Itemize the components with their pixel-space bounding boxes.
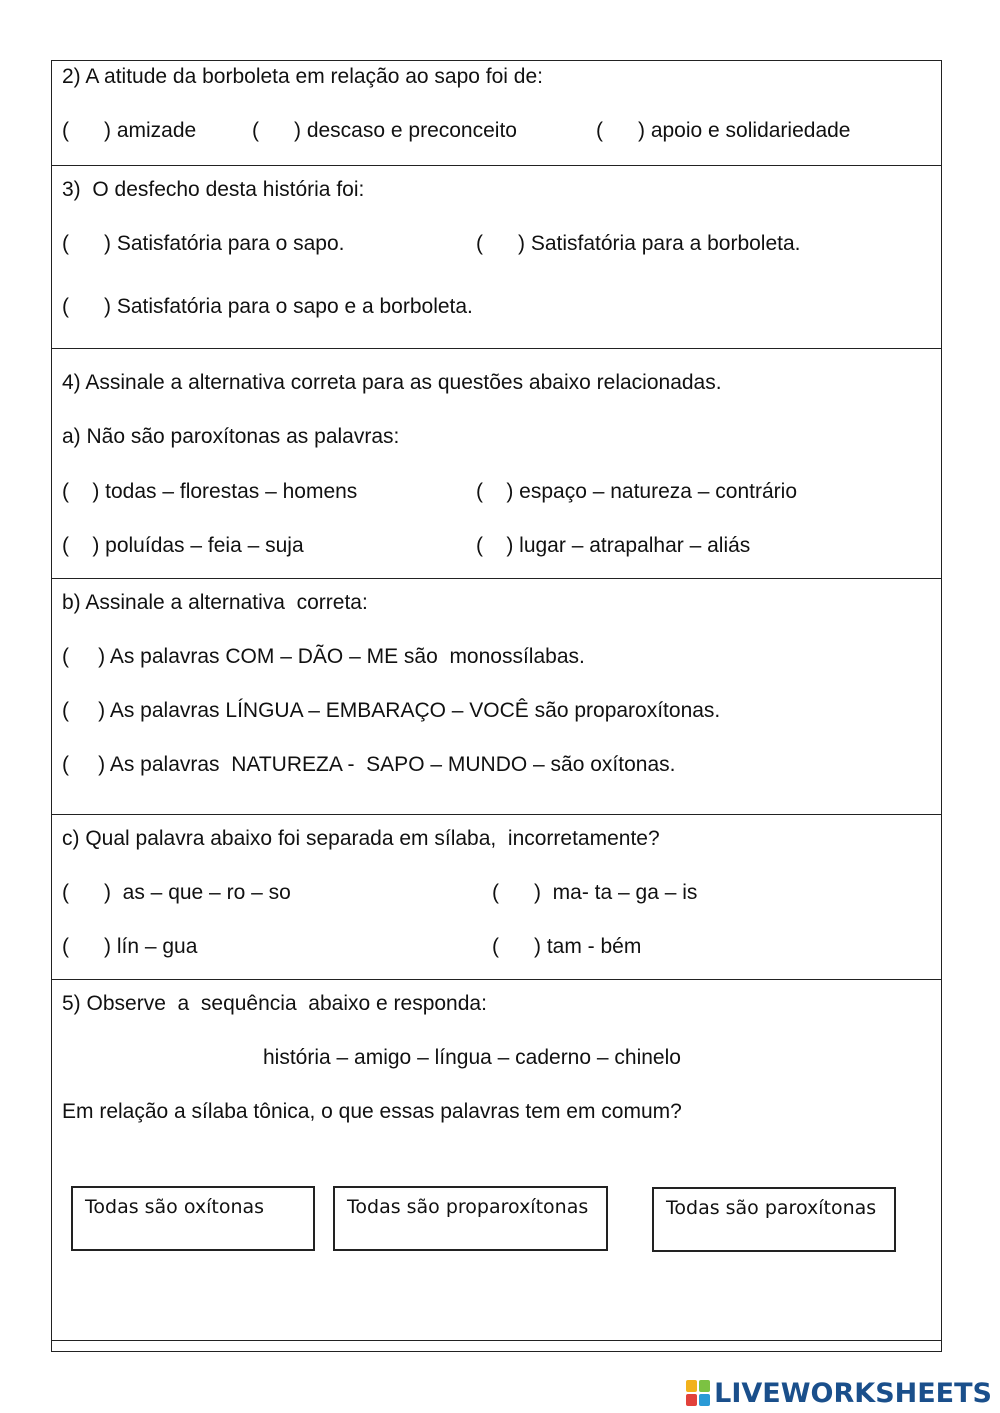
- q4a-text: a) Não são paroxítonas as palavras:: [62, 425, 400, 448]
- liveworksheets-logo: [686, 1378, 992, 1408]
- logo-text: LIVEWORKSHEETS: [714, 1377, 992, 1409]
- question-5-text: 5) Observe a sequência abaixo e responda:: [62, 992, 487, 1015]
- q4c-option-3[interactable]: ( ) lín – gua: [62, 935, 198, 958]
- question-4b-section: [52, 579, 941, 815]
- q3-option-butterfly[interactable]: ( ) Satisfatória para a borboleta.: [476, 232, 801, 255]
- q4c-option-2[interactable]: ( ) ma- ta – ga – is: [492, 881, 698, 904]
- worksheet: [51, 60, 942, 1352]
- question-3-text: 3) O desfecho desta história foi:: [62, 178, 365, 201]
- q4a-option-2[interactable]: ( ) espaço – natureza – contrário: [476, 480, 797, 503]
- question-4-section: [52, 349, 941, 579]
- question-2-text: 2) A atitude da borboleta em relação ao sapo foi de:: [62, 65, 544, 88]
- q5-sequence: história – amigo – língua – caderno – chinelo: [263, 1046, 681, 1069]
- q2-option-friendship[interactable]: ( ) amizade: [62, 119, 197, 142]
- q4a-option-4[interactable]: ( ) lugar – atrapalhar – aliás: [476, 534, 751, 557]
- q4b-option-2[interactable]: ( ) As palavras LÍNGUA – EMBARAÇO – VOCÊ são proparoxítonas.: [62, 699, 721, 722]
- q2-option-support[interactable]: ( ) apoio e solidariedade: [596, 119, 851, 142]
- question-2-section: [52, 61, 941, 166]
- question-4c-section: [52, 815, 941, 980]
- answer-box-oxytone[interactable]: Todas são oxítonas: [71, 1186, 315, 1251]
- q4c-option-4[interactable]: ( ) tam - bém: [492, 935, 642, 958]
- q4b-text: b) Assinale a alternativa correta:: [62, 591, 368, 614]
- q4b-option-3[interactable]: ( ) As palavras NATUREZA - SAPO – MUNDO – são oxítonas.: [62, 753, 676, 776]
- answer-box-proparoxytone[interactable]: Todas são proparoxítonas: [333, 1186, 608, 1251]
- q4b-option-1[interactable]: ( ) As palavras COM – DÃO – ME são monossílabas.: [62, 645, 585, 668]
- q4a-option-1[interactable]: ( ) todas – florestas – homens: [62, 480, 358, 503]
- question-4-text: 4) Assinale a alternativa correta para as questões abaixo relacionadas.: [62, 371, 722, 394]
- q4c-text: c) Qual palavra abaixo foi separada em sílaba, incorretamente?: [62, 827, 660, 850]
- question-3-section: [52, 166, 941, 349]
- q4a-option-3[interactable]: ( ) poluídas – feia – suja: [62, 534, 304, 557]
- logo-mark-icon: [686, 1380, 710, 1406]
- q4c-option-1[interactable]: ( ) as – que – ro – so: [62, 881, 291, 904]
- q3-option-both[interactable]: ( ) Satisfatória para o sapo e a borboleta.: [62, 295, 473, 318]
- question-5-section: [52, 980, 941, 1340]
- q5-prompt: Em relação a sílaba tônica, o que essas palavras tem em comum?: [62, 1100, 682, 1123]
- q3-option-frog[interactable]: ( ) Satisfatória para o sapo.: [62, 232, 345, 255]
- answer-box-paroxytone[interactable]: Todas são paroxítonas: [652, 1187, 896, 1252]
- bottom-divider: [52, 1340, 941, 1341]
- q2-option-disdain[interactable]: ( ) descaso e preconceito: [252, 119, 517, 142]
